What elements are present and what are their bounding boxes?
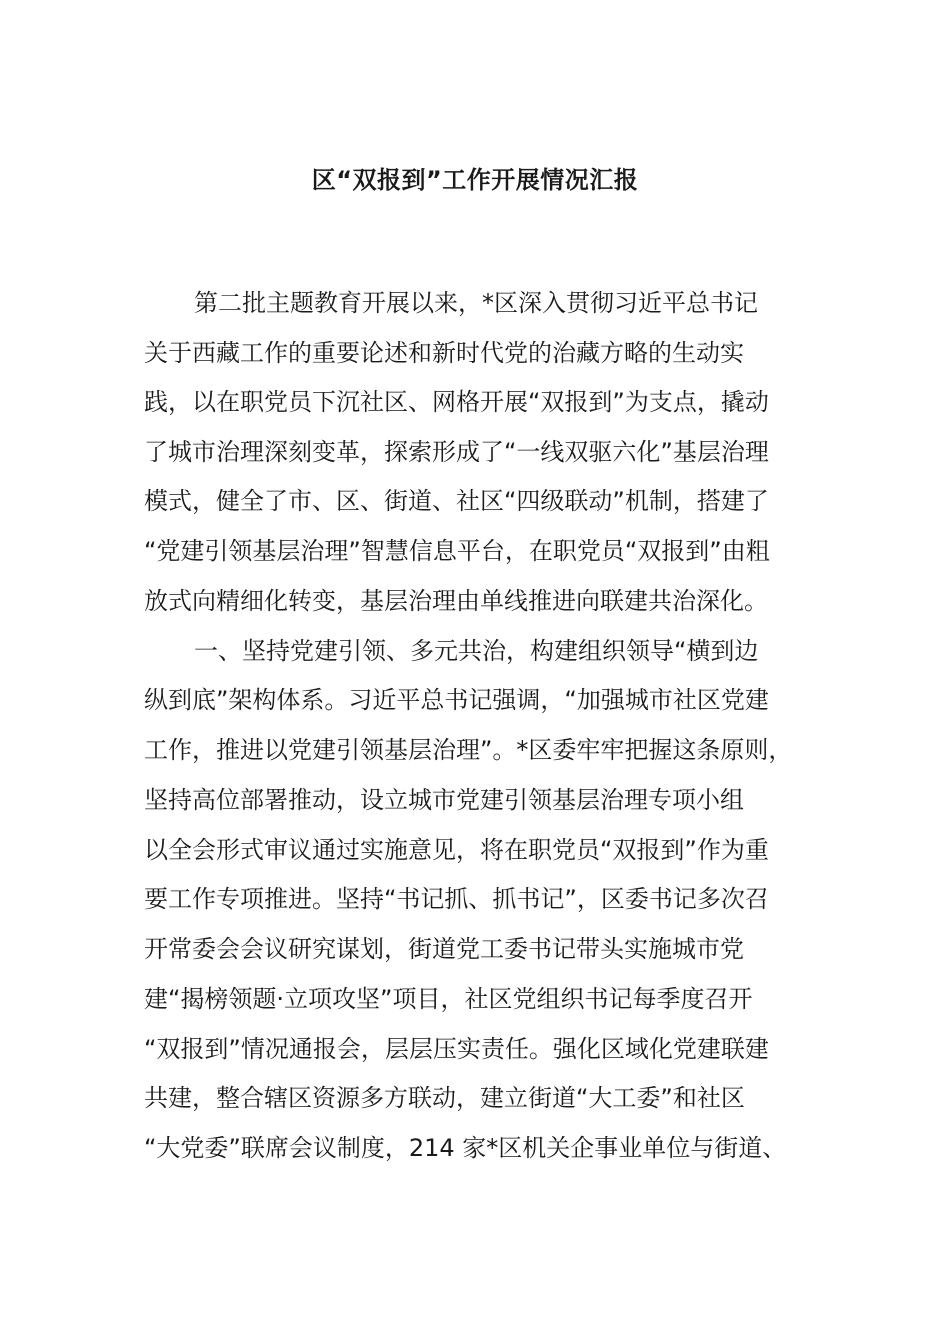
paragraph-line: 关于西藏工作的重要论述和新时代党的治藏方略的生动实: [144, 339, 744, 367]
paragraph-line: “双报到”情况通报会，层层压实责任。强化区域化党建联建: [144, 1035, 769, 1063]
paragraph-line: “党建引领基层治理”智慧信息平台，在职党员“双报到”由粗: [144, 537, 770, 565]
paragraph-line: 放式向精细化转变，基层治理由单线推进向联建共治深化。: [144, 587, 768, 615]
paragraph-line: 开常委会会议研究谋划，街道党工委书记带头实施城市党: [144, 935, 744, 963]
paragraph-line: 共建，整合辖区资源多方联动，建立街道“大工委”和社区: [144, 1084, 745, 1112]
paragraph-line: “大党委”联席会议制度，214 家*区机关企事业单位与街道、: [144, 1134, 787, 1162]
paragraph-line: 以全会形式审议通过实施意见，将在职党员“双报到”作为重: [144, 836, 769, 864]
paragraph-line: 一、坚持党建引领、多元共治，构建组织领导“横到边: [194, 637, 759, 665]
paragraph-line: 纵到底”架构体系。习近平总书记强调，“加强城市社区党建: [144, 686, 769, 714]
paragraph-line: 了城市治理深刻变革，探索形成了“一线双驱六化”基层治理: [144, 438, 769, 466]
paragraph-line: 要工作专项推进。坚持“书记抓、抓书记”，区委书记多次召: [144, 885, 769, 913]
paragraph-line: 践，以在职党员下沉社区、网格开展“双报到”为支点，撬动: [144, 388, 769, 416]
paragraph-line: 工作，推进以党建引领基层治理”。*区委牢牢把握这条原则，: [144, 736, 793, 764]
paragraph-line: 坚持高位部署推动，设立城市党建引领基层治理专项小组: [144, 786, 744, 814]
paragraph-line: 第二批主题教育开展以来，*区深入贯彻习近平总书记: [194, 289, 758, 317]
document-title: 区“双报到”工作开展情况汇报: [311, 166, 639, 194]
paragraph-line: 模式，健全了市、区、街道、社区“四级联动”机制，搭建了: [144, 487, 769, 515]
paragraph-line: 建“揭榜领题·立项攻坚”项目，社区党组织书记每季度召开: [144, 985, 753, 1013]
